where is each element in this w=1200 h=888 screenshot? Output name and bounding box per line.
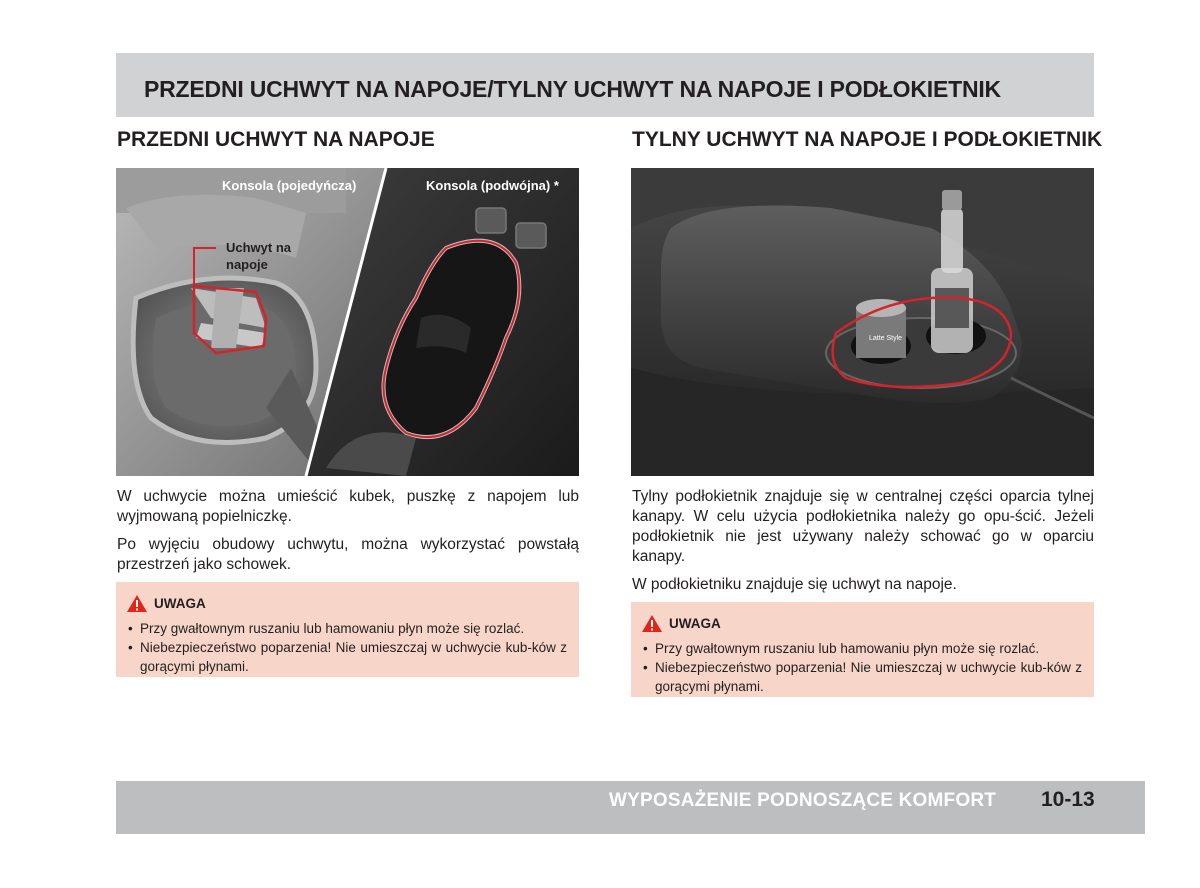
rear-warning-item: • Przy gwałtownym ruszaniu lub hamowaniu płyn może się rozlać. bbox=[641, 639, 1082, 658]
section-title-rear: TYLNY UCHWYT NA NAPOJE I PODŁOKIETNIK bbox=[632, 128, 1103, 151]
rear-warning-item: • Niebezpieczeństwo poparzenia! Nie umieszczaj w uchwycie kub-ków z gorącymi płynami. bbox=[641, 658, 1082, 696]
front-body-text bbox=[117, 487, 579, 583]
label-double-console: Konsola (podwójna) * bbox=[426, 178, 559, 193]
front-warning-title: UWAGA bbox=[154, 596, 206, 611]
callout-cupholder-line2: napoje bbox=[226, 257, 268, 272]
front-paragraph-1: W uchwycie można umieścić kubek, puszkę z napojem lub wyjmowaną popielniczkę. bbox=[117, 488, 579, 525]
rear-paragraph-2: W podłokietniku znajduje się uchwyt na napoje. bbox=[632, 576, 957, 593]
section-title-front: PRZEDNI UCHWYT NA NAPOJE bbox=[117, 128, 435, 151]
rear-armrest-photo bbox=[631, 168, 1094, 476]
rear-paragraph-1: Tylny podłokietnik znajduje się w centralnej części oparcia tylnej kanapy. W celu użycia podłokietnika należy go opu-ścić. Jeżeli podłokietnik nie jest używany należy schować go w oparciu kanapy. bbox=[632, 488, 1094, 565]
warning-triangle-icon bbox=[126, 594, 148, 613]
rear-warning-title: UWAGA bbox=[669, 616, 721, 631]
label-single-console: Konsola (pojedyńcza) bbox=[222, 178, 357, 193]
rear-body-text bbox=[632, 487, 1094, 603]
front-warning-list bbox=[126, 619, 567, 676]
front-warning-item: • Niebezpieczeństwo poparzenia! Nie umieszczaj w uchwycie kub-ków z gorącymi płynami. bbox=[126, 638, 567, 676]
front-cupholder-photo bbox=[116, 168, 579, 476]
can-label: Latte Style bbox=[869, 335, 903, 342]
callout-cupholder-line1: Uchwyt na bbox=[226, 240, 292, 255]
front-warning-box bbox=[116, 582, 579, 677]
rear-warning-list bbox=[641, 639, 1082, 696]
warning-triangle-icon bbox=[641, 614, 663, 633]
front-paragraph-2: Po wyjęciu obudowy uchwytu, można wykorzystać powstałą przestrzeń jako schowek. bbox=[117, 536, 579, 573]
front-warning-item: • Przy gwałtownym ruszaniu lub hamowaniu płyn może się rozlać. bbox=[126, 619, 567, 638]
rear-warning-box bbox=[631, 602, 1094, 697]
footer-section-title: WYPOSAŻENIE PODNOSZĄCE KOMFORT bbox=[609, 790, 997, 811]
page-number: 10-13 bbox=[1041, 788, 1095, 811]
page-title: PRZEDNI UCHWYT NA NAPOJE/TYLNY UCHWYT NA NAPOJE I PODŁOKIETNIK bbox=[144, 76, 1001, 102]
front-warning-head bbox=[126, 594, 567, 613]
rear-warning-head bbox=[641, 614, 1082, 633]
